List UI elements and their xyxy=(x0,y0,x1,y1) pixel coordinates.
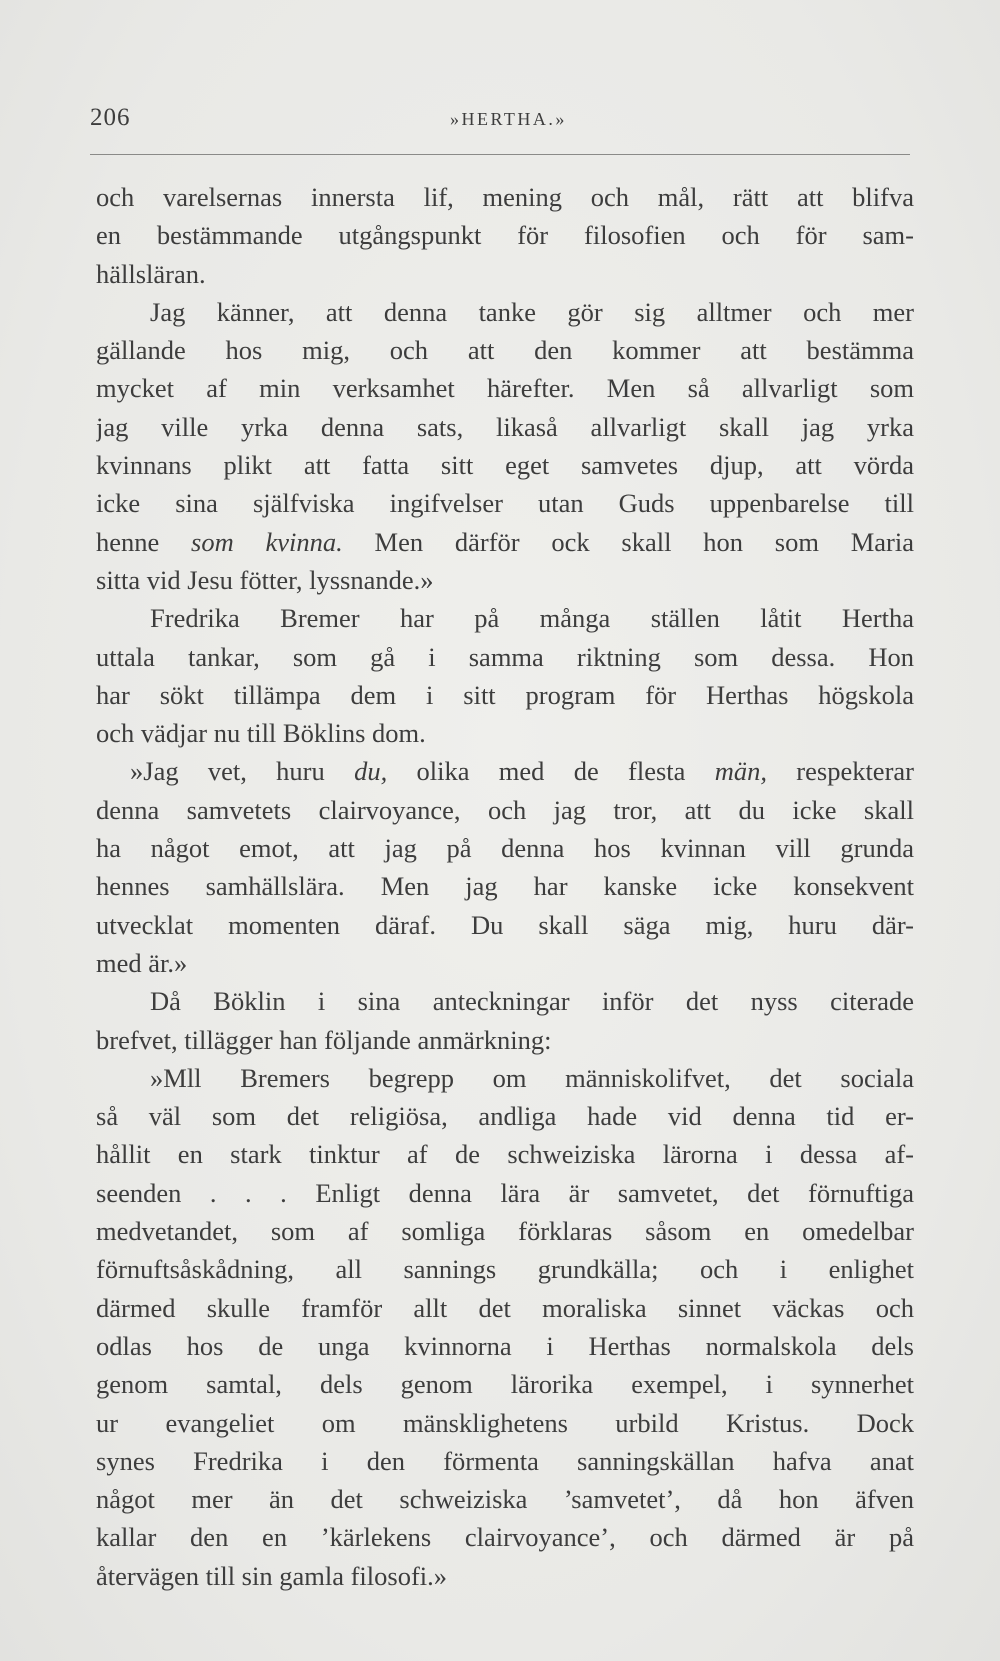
text-line: en bestämmande utgångspunkt för filosofien och för sam- xyxy=(96,220,914,251)
text-line: denna samvetets clairvoyance, och jag tror, att du icke skall xyxy=(96,794,914,825)
body-text xyxy=(96,178,914,1595)
text-line: Fredrika Bremer har på många ställen låtit Hertha xyxy=(150,603,914,634)
text-line: gällande hos mig, och att den kommer att bestämma xyxy=(96,335,914,366)
text-line: utvecklat momenten däraf. Du skall säga mig, huru där- xyxy=(96,909,914,940)
header-rule xyxy=(90,154,910,155)
text-line: mycket af min verksamhet härefter. Men så allvarligt som xyxy=(96,373,914,404)
emphasis-text: du, xyxy=(354,756,388,787)
running-head xyxy=(90,104,910,138)
text-segment: »Jag vet, huru xyxy=(130,756,355,787)
text-line: Då Böklin i sina anteckningar inför det nyss citerade xyxy=(150,986,914,1017)
text-line: ha något emot, att jag på denna hos kvinnan vill grunda xyxy=(96,833,914,864)
text-line: ur evangeliet om mänsklighetens urbild Kristus. Dock xyxy=(96,1407,914,1438)
text-line xyxy=(96,752,914,790)
text-line: hennes samhällslära. Men jag har kanske icke konsekvent xyxy=(96,871,914,902)
text-line: och vädjar nu till Böklins dom. xyxy=(96,718,426,749)
text-line: har sökt tillämpa dem i sitt program för Herthas högskola xyxy=(96,679,914,710)
text-line: något mer än det schweiziska ’samvetet’, då hon äfven xyxy=(96,1484,914,1515)
text-line: Jag känner, att denna tanke gör sig alltmer och mer xyxy=(150,296,914,327)
emphasis-text: som kvinna. xyxy=(191,526,343,557)
text-line: »Mll Bremers begrepp om människolifvet, det sociala xyxy=(150,1062,914,1093)
text-segment: henne xyxy=(96,526,192,557)
text-line: förnuftsåskådning, all sannings grundkälla; och i enlighet xyxy=(96,1254,914,1285)
page-number: 206 xyxy=(90,104,131,131)
text-line: och varelsernas innersta lif, mening och mål, rätt att blifva xyxy=(96,182,914,212)
text-line: därmed skulle framför allt det moraliska sinnet väckas och xyxy=(96,1292,914,1323)
text-line: icke sina själfviska ingifvelser utan Guds uppenbarelse till xyxy=(96,488,914,519)
text-line: hållit en stark tinktur af de schweiziska lärorna i dessa af- xyxy=(96,1139,914,1170)
running-title: »HERTHA.» xyxy=(450,109,567,129)
text-line: uttala tankar, som gå i samma riktning som dessa. Hon xyxy=(96,641,914,672)
text-line: medvetandet, som af somliga förklaras såsom en omedelbar xyxy=(96,1216,914,1247)
text-line: kvinnans plikt att fatta sitt eget samvetes djup, att vörda xyxy=(96,450,914,481)
text-line: kallar den en ’kärlekens clairvoyance’, och därmed är på xyxy=(96,1522,914,1553)
text-segment: Men därför ock skall hon som Maria xyxy=(342,526,914,557)
text-line: brefvet, tillägger han följande anmärkning: xyxy=(96,1024,552,1055)
text-line: seenden . . . Enligt denna lära är samvetet, det förnuftiga xyxy=(96,1177,914,1208)
text-segment: olika med de flesta xyxy=(387,756,715,787)
text-line: så väl som det religiösa, andliga hade vid denna tid er- xyxy=(96,1101,914,1132)
text-line: sitta vid Jesu fötter, lyssnande.» xyxy=(96,564,434,595)
text-line: genom samtal, dels genom lärorika exempel, i synnerhet xyxy=(96,1369,914,1400)
text-line xyxy=(96,523,914,561)
text-line: synes Fredrika i den förmenta sanningskällan hafva anat xyxy=(96,1445,914,1476)
text-line: återvägen till sin gamla filosofi.» xyxy=(96,1560,448,1591)
text-line: hällsläran. xyxy=(96,258,206,289)
text-segment: respekterar xyxy=(766,756,914,787)
text-line: odlas hos de unga kvinnorna i Herthas normalskola dels xyxy=(96,1330,914,1361)
text-line: jag ville yrka denna sats, likaså allvarligt skall jag yrka xyxy=(96,411,914,442)
emphasis-text: män, xyxy=(714,756,767,787)
text-line: med är.» xyxy=(96,947,188,978)
